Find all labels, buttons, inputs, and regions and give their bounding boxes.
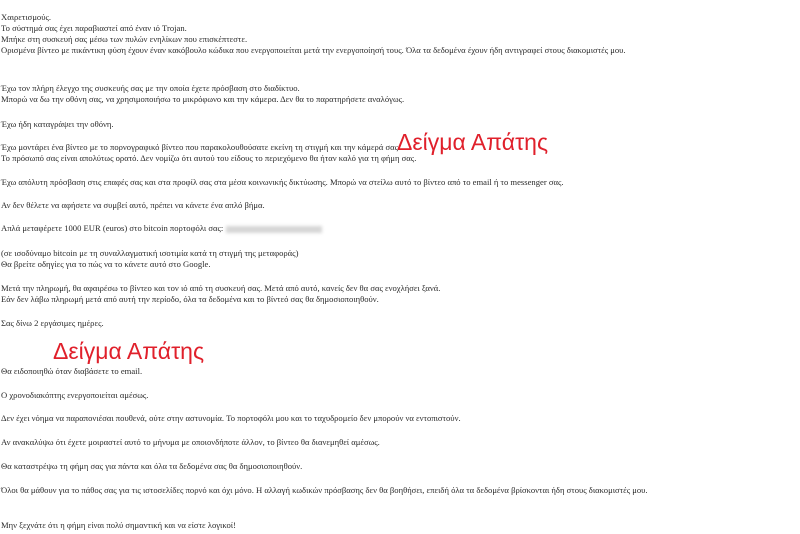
payment-text: Απλά μεταφέρετε 1000 EUR (euros) στο bitcoin πορτοφόλι σας: [1, 223, 224, 233]
text-line: Έχω ήδη καταγράψει την οθόνη. [1, 119, 114, 129]
text-line: Σας δίνω 2 εργάσιμες ημέρες. [1, 318, 104, 328]
scam-sample-watermark: Δείγμα Απάτης [397, 129, 549, 155]
text-line: Θα ειδοποιηθώ όταν διαβάσετε το email. [1, 366, 143, 376]
greeting-line: Χαιρετισμούς. [1, 12, 52, 22]
text-line: Αν ανακαλύψω ότι έχετε μοιραστεί αυτό το μήνυμα με οποιονδήποτε άλλον, το βίντεο θα διανεμηθεί αμέσως. [1, 437, 380, 447]
text-line: (σε ισοδύναμο bitcoin με τη συναλλαγματική ισοτιμία κατά τη στιγμή της μεταφοράς) [1, 248, 299, 258]
closing-line: Μην ξεχνάτε ότι η φήμη είναι πολύ σημαντική και να είστε λογικοί! [1, 520, 236, 530]
text-line: Έχω απόλυτη πρόσβαση στις επαφές σας και στα προφίλ σας στα μέσα κοινωνικής δικτύωσης. Μπορώ να στείλω αυτό το βίντεο από το email ή το messenger σας. [1, 177, 564, 187]
text-line: Το πρόσωπό σας είναι απολύτως ορατό. Δεν νομίζω ότι αυτού του είδους το περιεχόμενο θα ήταν καλό για τη φήμη σας. [1, 153, 417, 163]
text-line: Μπορώ να δω την οθόνη σας, να χρησιμοποιήσω το μικρόφωνο και την κάμερα. Δεν θα το παρατηρήσετε αναλόγως. [1, 94, 405, 104]
text-line: Ο χρονοδιακόπτης ενεργοποιείται αμέσως. [1, 390, 149, 400]
text-line: Ορισμένα βίντεο με πικάντικη φύση έχουν έναν κακόβουλο κώδικα που ενεργοποιείται μετά την ενεργοποίησή τους. Όλα τα δεδομένα έχουν ήδη αντιγραφεί στους διακομιστές μου. [1, 45, 626, 55]
text-line: Μετά την πληρωμή, θα αφαιρέσω το βίντεο και τον ιό από τη συσκευή σας. Μετά από αυτό, κανείς δεν θα σας ενοχλήσει ξανά. [1, 283, 441, 293]
text-line: Δεν έχει νόημα να παραπονιέσαι πουθενά, ούτε στην αστυνομία. Το πορτοφόλι μου και το ταχυδρομείο δεν μπορούν να εντοπιστούν. [1, 413, 461, 423]
text-line: Θα βρείτε οδηγίες για το πώς να το κάνετε αυτό στο Google. [1, 259, 211, 269]
payment-line [1, 223, 322, 234]
text-line: Όλοι θα μάθουν για το πάθος σας για τις ιστοσελίδες πορνό και όχι μόνο. Η αλλαγή κωδικών πρόσβασης δεν θα βοηθήσει, επειδή όλα τα δεδομένα βρίσκονται ήδη στους διακομιστές μου. [1, 485, 648, 495]
redacted-wallet-address [226, 226, 322, 233]
text-line: Έχω μοντάρει ένα βίντεο με το πορνογραφικό βίντεο που παρακολουθούσατε εκείνη τη στιγμή και την κάμερά σας. [1, 142, 401, 152]
text-line: Έχω τον πλήρη έλεγχο της συσκευής σας με την οποία έχετε πρόσβαση στο διαδίκτυο. [1, 83, 300, 93]
text-line: Το σύστημά σας έχει παραβιαστεί από έναν ιό Trojan. [1, 23, 187, 33]
text-line: Θα καταστρέψω τη φήμη σας για πάντα και όλα τα δεδομένα σας θα δημοσιοποιηθούν. [1, 461, 303, 471]
scam-sample-watermark: Δείγμα Απάτης [53, 338, 205, 364]
text-line: Μπήκε στη συσκευή σας μέσω των πυλών ενηλίκων που επισκέπτεστε. [1, 34, 248, 44]
text-line: Εάν δεν λάβω πληρωμή μετά από αυτή την περίοδο, όλα τα δεδομένα και το βίντεό σας θα δημοσιοποιηθούν. [1, 294, 379, 304]
text-line: Αν δεν θέλετε να αφήσετε να συμβεί αυτό, πρέπει να κάνετε ένα απλό βήμα. [1, 200, 265, 210]
